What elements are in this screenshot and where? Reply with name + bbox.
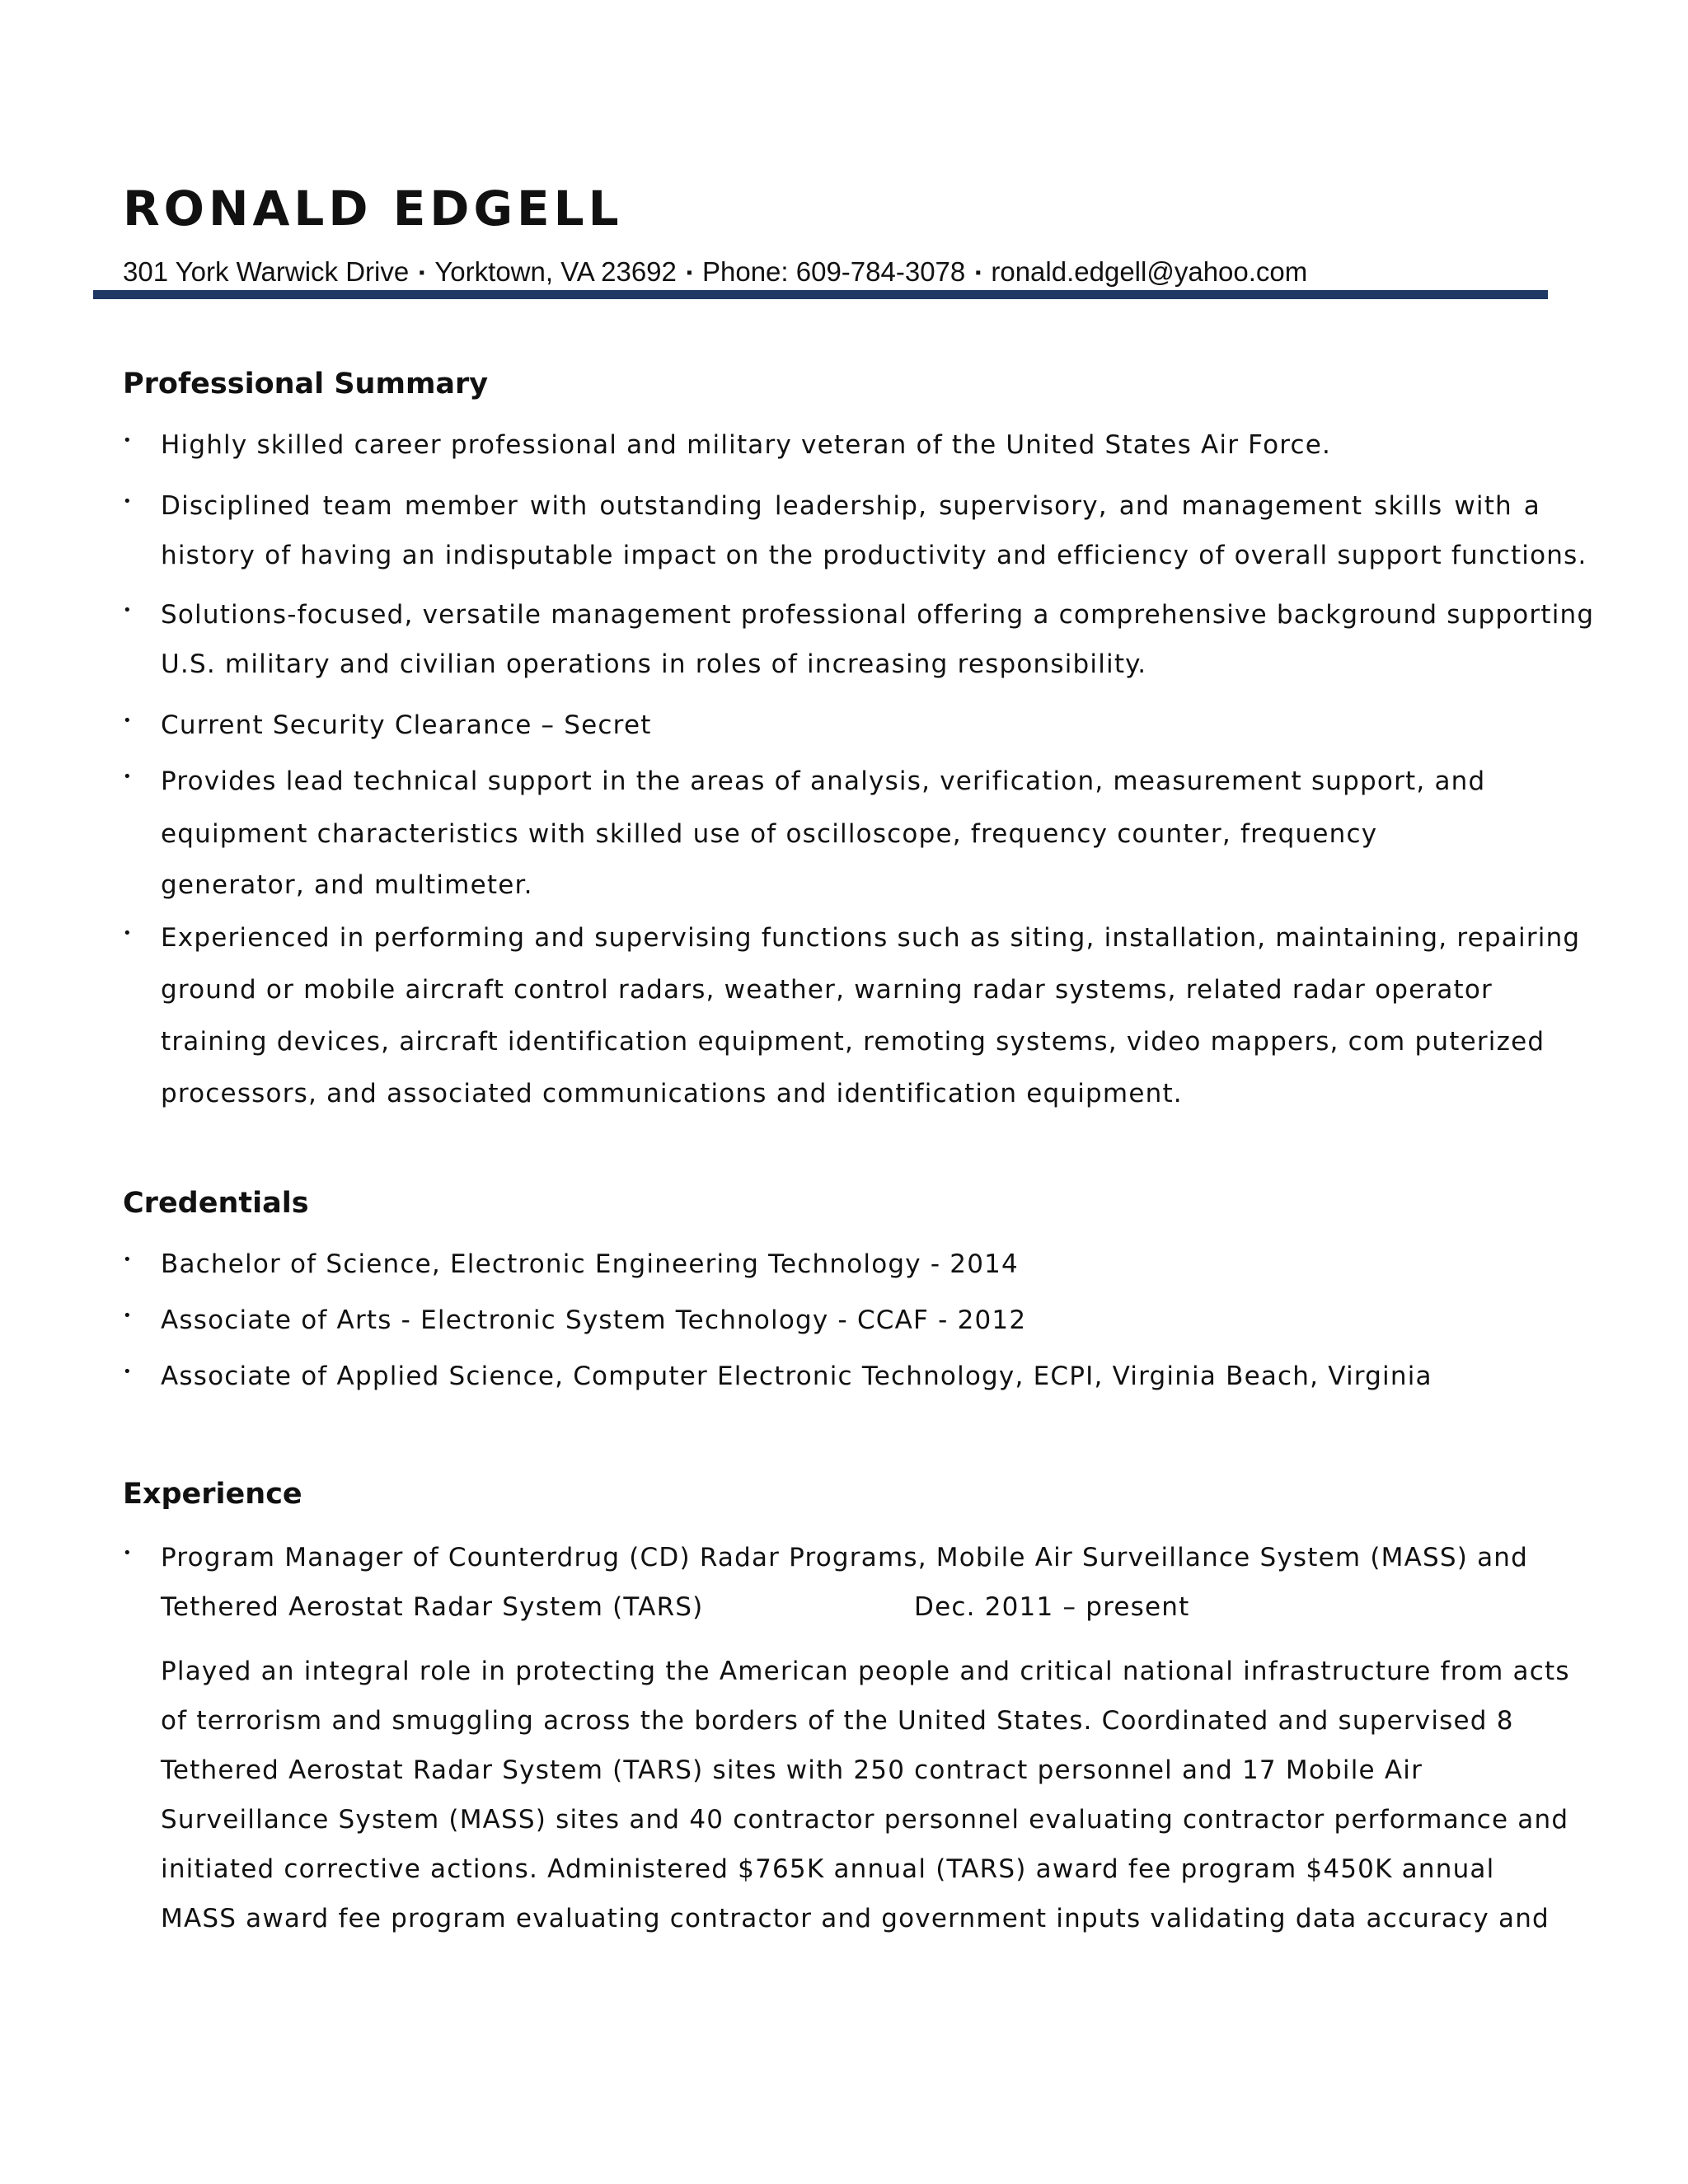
city-state-zip: Yorktown, VA 23692 xyxy=(434,256,677,287)
credential-text: Associate of Applied Science, Computer Electronic Technology, ECPI, Virginia Beach, Virginia xyxy=(161,1361,1432,1391)
summary-text: history of having an indisputable impact on the productivity and efficiency of overall support functions. xyxy=(161,541,1587,570)
job-dates: Dec. 2011 – present xyxy=(914,1592,1190,1622)
bullet: • xyxy=(123,768,133,785)
summary-item xyxy=(123,709,1540,742)
bullet: • xyxy=(123,712,133,729)
separator: ▪ xyxy=(419,264,425,282)
description-line: Played an integral role in protecting the American people and critical national infrastructure from acts xyxy=(161,1657,1570,1686)
credential-text: Associate of Arts - Electronic System Technology - CCAF - 2012 xyxy=(161,1305,1027,1335)
contact-line xyxy=(123,254,1307,291)
summary-text: Current Security Clearance – Secret xyxy=(161,710,652,740)
summary-text: equipment characteristics with skilled use of oscilloscope, frequency counter, frequency xyxy=(161,819,1378,849)
credential-item xyxy=(123,1248,1540,1281)
bullet: • xyxy=(123,1544,133,1562)
summary-text: generator, and multimeter. xyxy=(161,870,533,900)
job-item xyxy=(123,1541,1540,1624)
candidate-name: RONALD EDGELL xyxy=(123,180,623,237)
job-title: Program Manager of Counterdrug (CD) Radar Programs, Mobile Air Surveillance System (MASS) and xyxy=(161,1543,1529,1572)
summary-item xyxy=(123,598,1595,681)
description-line: Surveillance System (MASS) sites and 40 contractor personnel evaluating contractor performance and xyxy=(161,1805,1569,1835)
section-heading-experience: Experience xyxy=(123,1478,302,1511)
bullet: • xyxy=(123,432,133,449)
section-heading-summary: Professional Summary xyxy=(123,368,489,401)
bullet: • xyxy=(123,493,133,510)
email-link[interactable]: ronald.edgell@yahoo.com xyxy=(991,256,1308,287)
summary-item xyxy=(123,429,1540,462)
summary-item xyxy=(123,921,1581,1110)
summary-text: Highly skilled career professional and military veteran of the United States Air Force. xyxy=(161,430,1332,460)
credential-text: Bachelor of Science, Electronic Engineering Technology - 2014 xyxy=(161,1249,1019,1279)
summary-text: processors, and associated communications and identification equipment. xyxy=(161,1079,1183,1108)
summary-text: Disciplined team member with outstanding leadership, supervisory, and management skills with a xyxy=(161,491,1540,521)
section-heading-credentials: Credentials xyxy=(123,1187,309,1220)
credential-item xyxy=(123,1360,1540,1393)
separator: ▪ xyxy=(975,264,982,282)
summary-text: ground or mobile aircraft control radars, weather, warning radar systems, related radar operator xyxy=(161,975,1493,1005)
summary-text: U.S. military and civilian operations in roles of increasing responsibility. xyxy=(161,649,1147,679)
bullet: • xyxy=(123,1251,133,1268)
summary-text: training devices, aircraft identification equipment, remoting systems, video mappers, com puterized xyxy=(161,1027,1545,1057)
credential-item xyxy=(123,1304,1540,1337)
summary-item xyxy=(123,765,1540,902)
description-line: of terrorism and smuggling across the borders of the United States. Coordinated and supervised 8 xyxy=(161,1706,1514,1736)
bullet: • xyxy=(123,1363,133,1380)
summary-text: Experienced in performing and supervising functions such as siting, installation, maintaining, repairing xyxy=(161,923,1581,953)
bullet: • xyxy=(123,602,133,619)
job-title-cont: Tethered Aerostat Radar System (TARS) xyxy=(161,1592,704,1622)
summary-text: Provides lead technical support in the areas of analysis, verification, measurement support, and xyxy=(161,766,1486,796)
summary-item xyxy=(123,490,1587,572)
address: 301 York Warwick Drive xyxy=(123,256,410,287)
description-line: Tethered Aerostat Radar System (TARS) sites with 250 contract personnel and 17 Mobile Air xyxy=(161,1755,1423,1785)
header-divider xyxy=(93,290,1548,299)
description-line: MASS award fee program evaluating contractor and government inputs validating data accuracy and xyxy=(161,1904,1550,1933)
job-description xyxy=(161,1655,1570,1935)
summary-text: Solutions-focused, versatile management professional offering a comprehensive background supporting xyxy=(161,600,1595,630)
bullet: • xyxy=(123,1307,133,1324)
phone: Phone: 609-784-3078 xyxy=(701,256,966,287)
description-line: initiated corrective actions. Administered $765K annual (TARS) award fee program $450K annual xyxy=(161,1854,1495,1884)
job-title-line xyxy=(161,1591,1540,1624)
separator: ▪ xyxy=(686,264,692,282)
bullet: • xyxy=(123,925,133,942)
